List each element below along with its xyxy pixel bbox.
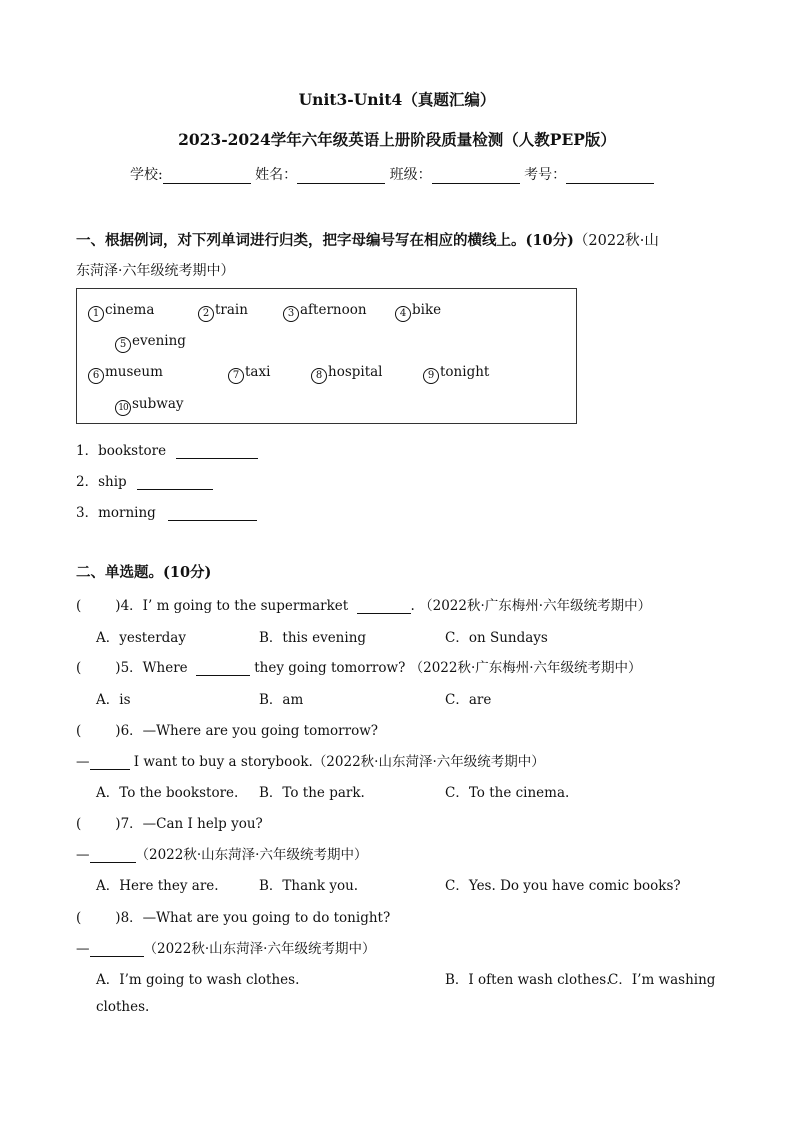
word-text: museum [105,364,163,380]
word-bank-item [88,364,163,384]
option-c[interactable]: C．Yes. Do you have comic books? [445,878,681,894]
option-b[interactable]: B．this evening [259,630,367,646]
answer-paren-close: ) [115,816,121,832]
question-4 [76,594,651,614]
section1-heading-text: 一、根据例词，对下列单词进行归类，把字母编号写在相应的横线上。(10分) [76,232,574,249]
reply-text: I want to buy a storybook. [133,754,313,770]
answer-blank[interactable] [357,598,411,614]
option-c-continued: clothes. [96,999,150,1015]
option-a[interactable]: A．is [96,692,131,708]
exam-number-label: 考号： [524,167,567,183]
circled-number: 8 [311,368,327,384]
answer-paren-open: ( [76,660,82,676]
question-7 [76,812,263,832]
option-c[interactable]: C．I’m washing [608,972,716,988]
word-text: tonight [440,364,490,380]
reply-dash: — [76,847,90,863]
option-b[interactable]: B．Thank you. [259,878,359,894]
word-text: cinema [105,302,155,318]
word-bank-item [423,364,489,384]
answer-paren-close: ) [115,598,121,614]
word-bank-item [228,364,270,384]
circled-number: 2 [198,306,214,322]
question-7-reply [76,843,367,863]
option-c[interactable]: C．on Sundays [445,630,548,646]
circled-number: 3 [283,306,299,322]
option-a[interactable]: A．To the bookstore. [96,785,239,801]
question-stem-end: they going tomorrow? [254,660,406,676]
classify-item [76,470,213,490]
word-bank-box [76,288,577,424]
question-source: （2022秋·山东菏泽·六年级统考期中） [135,847,368,863]
question-stem: 6．—Where are you going tomorrow? [120,723,378,739]
school-field[interactable] [163,168,251,184]
question-6-reply [76,750,545,770]
classify-item-label: 2．ship [76,474,127,490]
word-bank-item [198,302,248,322]
question-source: （2022秋·山东菏泽·六年级统考期中） [143,941,376,957]
option-a[interactable]: A．I’m going to wash clothes. [96,972,300,988]
answer-blank[interactable] [137,474,213,490]
classify-item [76,439,258,459]
option-c[interactable]: C．are [445,692,492,708]
answer-blank[interactable] [90,941,144,957]
question-8-reply [76,937,375,957]
answer-paren-open: ( [76,723,82,739]
answer-blank[interactable] [176,443,258,459]
answer-paren-open: ( [76,816,82,832]
circled-number: 4 [395,306,411,322]
word-text: evening [132,333,186,349]
option-c[interactable]: C．To the cinema. [445,785,570,801]
question-stem-end: . [410,598,415,614]
question-stem: 7．—Can I help you? [120,816,263,832]
word-bank-item [115,333,186,353]
answer-paren-open: ( [76,910,82,926]
answer-paren-close: ) [115,660,121,676]
word-bank-item [311,364,383,384]
word-text: subway [132,396,184,412]
answer-blank[interactable] [90,847,136,863]
circled-number: 5 [115,337,131,353]
question-source: （2022秋·广东梅州·六年级统考期中） [419,598,652,614]
answer-paren-open: ( [76,598,82,614]
document-subtitle: 2023-2024学年六年级英语上册阶段质量检测（人教PEP版） [178,130,616,149]
answer-paren-close: ) [115,723,121,739]
name-label: 姓名： [255,167,298,183]
document-title: Unit3-Unit4（真题汇编） [298,90,496,109]
circled-number: 7 [228,368,244,384]
question-stem: 8．—What are you going to do tonight? [120,910,391,926]
answer-paren-close: ) [115,910,121,926]
classify-item-label: 1．bookstore [76,443,167,459]
classify-item [76,501,257,521]
option-b[interactable]: B．To the park. [259,785,365,801]
class-field[interactable] [432,168,520,184]
word-bank-item [395,302,441,322]
word-text: bike [412,302,442,318]
section1-source: （2022秋·山 [573,233,659,249]
word-text: taxi [245,364,271,380]
option-a[interactable]: A．yesterday [96,630,186,646]
word-bank-item [283,302,367,322]
answer-blank[interactable] [168,505,257,521]
word-text: hospital [328,364,383,380]
classify-item-label: 3．morning [76,505,156,521]
question-source: （2022秋·山东菏泽·六年级统考期中） [312,754,545,770]
name-field[interactable] [297,168,385,184]
option-b[interactable]: B．I often wash clothes. [445,972,611,988]
question-6 [76,719,378,739]
circled-number: 9 [423,368,439,384]
question-stem: 5．Where [120,660,188,676]
section1-heading [76,229,659,250]
word-text: afternoon [300,302,367,318]
word-bank-item [115,396,184,416]
reply-dash: — [76,754,90,770]
question-stem: 4．I’ m going to the supermarket [120,598,349,614]
exam-number-field[interactable] [566,168,654,184]
option-a[interactable]: A．Here they are. [96,878,219,894]
question-source: （2022秋·广东梅州·六年级统考期中） [409,660,642,676]
option-b[interactable]: B．am [259,692,304,708]
circled-number: 1 [88,306,104,322]
student-info-line [130,164,654,184]
answer-blank[interactable] [196,660,250,676]
reply-dash: — [76,941,90,957]
circled-number: 6 [88,368,104,384]
section2-heading: 二、单选题。(10分) [76,564,212,581]
school-label: 学校: [130,167,163,183]
question-5 [76,656,642,676]
circled-number: 10 [115,400,131,416]
word-text: train [215,302,248,318]
word-bank-item [88,302,154,322]
class-label: 班级： [389,167,432,183]
answer-blank[interactable] [90,754,130,770]
section1-source-cont: 东菏泽·六年级统考期中） [76,263,235,279]
question-8 [76,906,390,926]
